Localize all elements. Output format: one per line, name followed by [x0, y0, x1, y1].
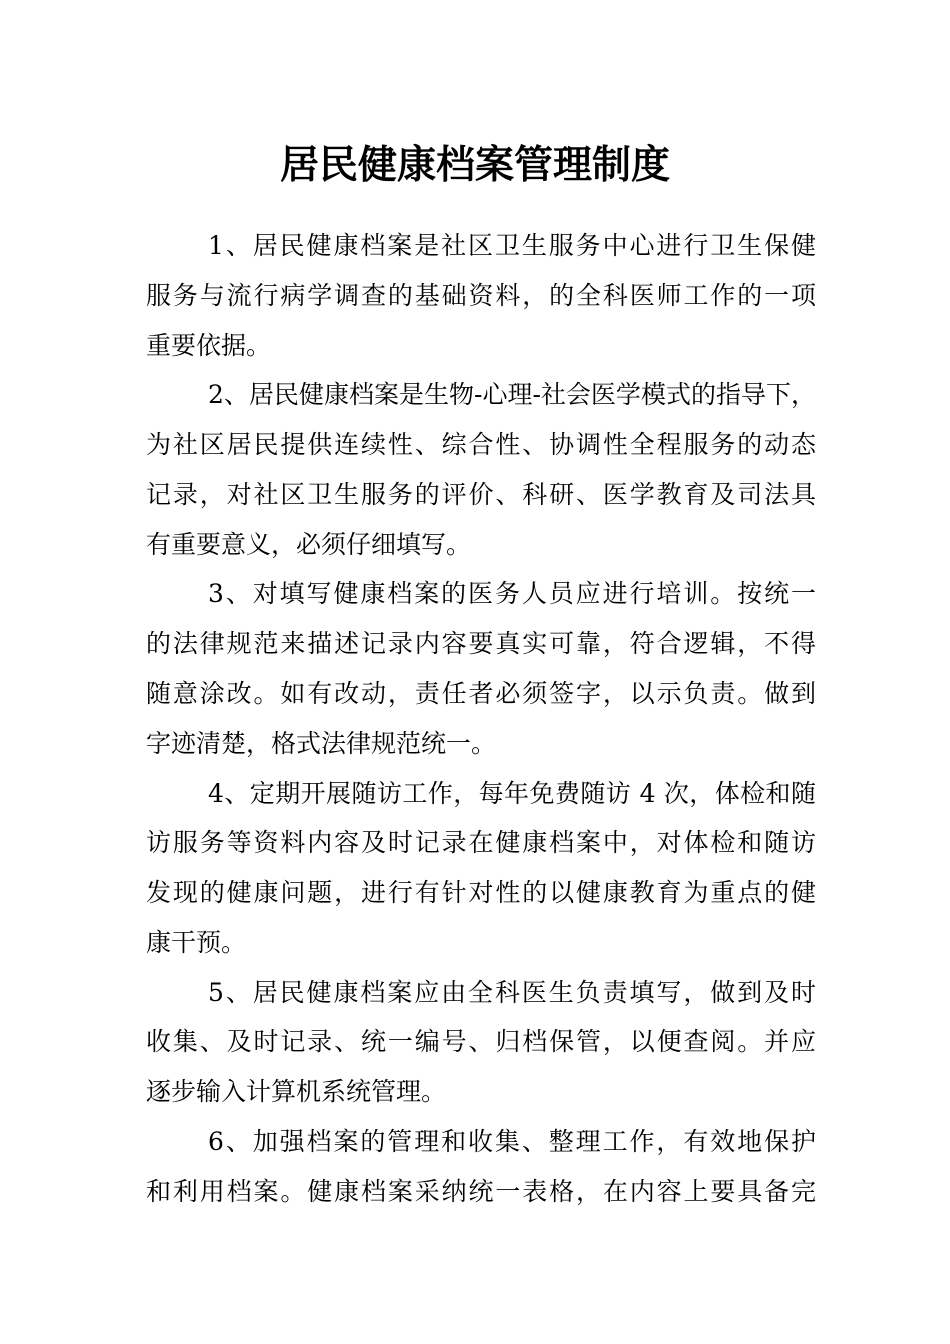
paragraph-1-line-2: 服务与流行病学调查的基础资料，的全科医师工作的一项 — [146, 281, 816, 310]
paragraph-4-line-2: 访服务等资料内容及时记录在健康档案中，对体检和随访 — [146, 828, 816, 857]
paragraph-2-line-1: 2、居民健康档案是生物-心理-社会医学模式的指导下， — [208, 380, 816, 409]
paragraph-3-line-3: 随意涂改。如有改动，责任者必须签字，以示负责。做到 — [146, 679, 816, 708]
document-title: 居民健康档案管理制度 — [279, 143, 670, 188]
paragraph-1-line-1: 1、居民健康档案是社区卫生服务中心进行卫生保健 — [208, 231, 816, 260]
paragraph-6-line-2: 和利用档案。健康档案采纳统一表格，在内容上要具备完 — [146, 1177, 816, 1206]
paragraph-1-line-3: 重要依据。 — [146, 331, 272, 360]
paragraph-4-line-3: 发现的健康问题，进行有针对性的以健康教育为重点的健 — [146, 878, 816, 907]
paragraph-3-line-2: 的法律规范来描述记录内容要真实可靠，符合逻辑，不得 — [146, 629, 816, 658]
paragraph-2-line-4: 有重要意义，必须仔细填写。 — [146, 530, 472, 559]
paragraph-3-line-1: 3、对填写健康档案的医务人员应进行培训。按统一 — [208, 579, 816, 608]
paragraph-2-line-3: 记录，对社区卫生服务的评价、科研、医学教育及司法具 — [146, 480, 816, 509]
paragraph-4-line-1: 4、定期开展随访工作，每年免费随访 4 次，体检和随 — [208, 779, 816, 808]
paragraph-2-line-2: 为社区居民提供连续性、综合性、协调性全程服务的动态 — [146, 430, 816, 459]
paragraph-5-line-3: 逐步输入计算机系统管理。 — [146, 1077, 447, 1106]
paragraph-3-line-4: 字迹清楚，格式法律规范统一。 — [146, 729, 497, 758]
paragraph-4-line-4: 康干预。 — [146, 928, 247, 957]
paragraph-5-line-1: 5、居民健康档案应由全科医生负责填写，做到及时 — [208, 978, 816, 1007]
paragraph-5-line-2: 收集、及时记录、统一编号、归档保管，以便查阅。并应 — [146, 1027, 816, 1056]
paragraph-6-line-1: 6、加强档案的管理和收集、整理工作，有效地保护 — [208, 1127, 816, 1156]
